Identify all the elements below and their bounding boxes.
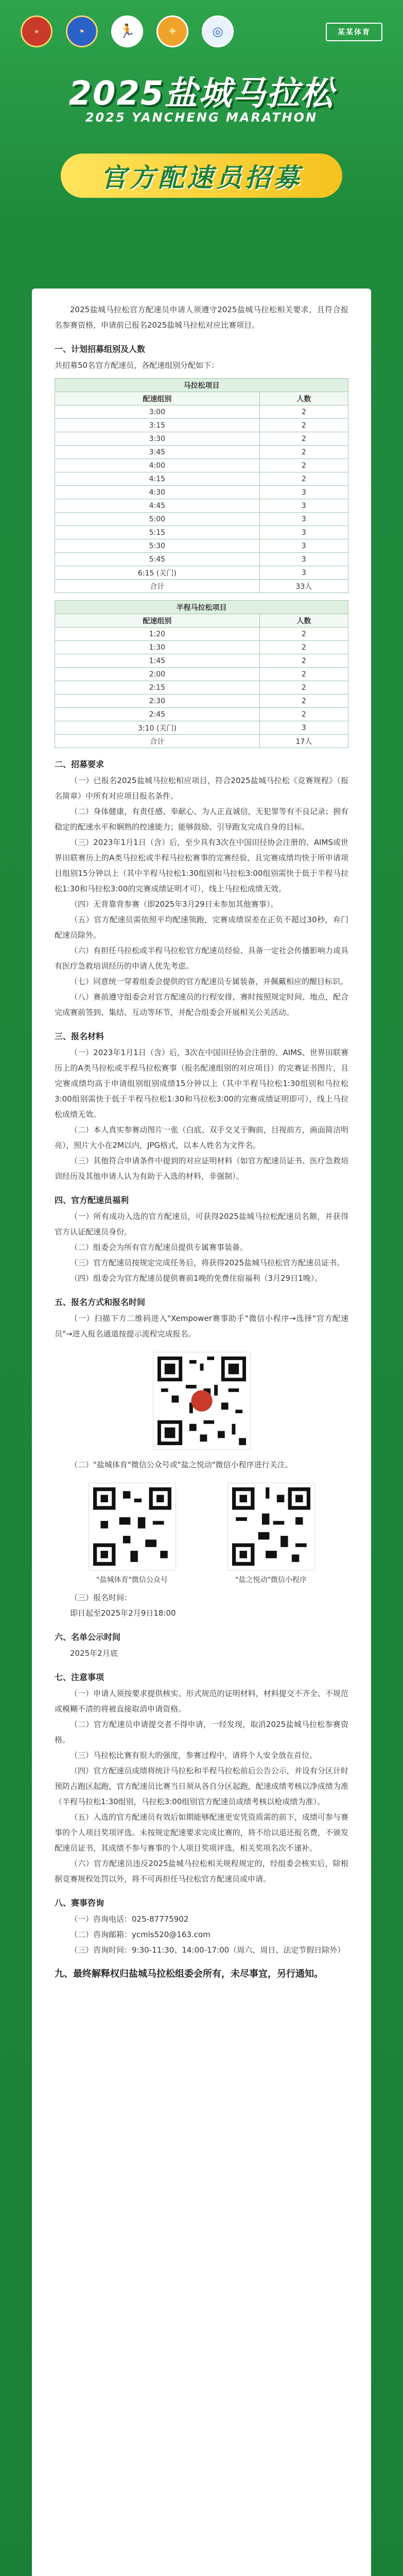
- marathon-pace-cell: 3:30: [55, 432, 260, 446]
- qr-wechat-account-caption: "盐城体育"微信公众号: [96, 1576, 168, 1584]
- notes-item: （一）申请人须按要求提供核实、形式规范的证明材料，材料提交不齐全、不规范或模糊不清的将被直接取消申请资格。: [55, 1689, 348, 1714]
- marathon-pace-cell: 6:15 (关门): [55, 566, 260, 580]
- plan-summary: 共招募50名官方配速员，各配速组别分配如下：: [55, 361, 219, 370]
- header: [0, 0, 403, 72]
- recruit-list: [55, 773, 348, 1020]
- qr-wechat-account[interactable]: [81, 1483, 184, 1586]
- marathon-count-cell: 2: [259, 405, 348, 419]
- recruit-heading: 二、招募要求: [55, 759, 104, 769]
- materials-item: （一）2023年1月1日（含）后，3次在中国田径协会注册的、AIMS、世界田联赛历上的A类马拉松或半程马拉松赛事（报名配速组别的对应项目）的完赛证书图片，且完赛成绩均高于申请组别组别成绩15分钟以上（其中半程马拉松1:30组别和马拉松3:00组别需快于低于半程马拉松1:30和马拉松3:00的完赛成绩证明即可），线上马拉松成绩无效。: [55, 1048, 348, 1119]
- recruit-banner: [61, 154, 342, 198]
- materials-item: （三）其他符合申请条件中提到的对应证明材料（如官方配速员证书、医疗急救培训经历及其他申请人认为有助于入选的材料，非强制）。: [55, 1156, 348, 1181]
- marathon-total-label: 合计: [55, 580, 260, 593]
- apply-time-label: （三）报名时间：: [70, 1593, 132, 1602]
- marathon-count-cell: 2: [259, 446, 348, 459]
- half-table-caption: 半程马拉松项目: [55, 601, 348, 614]
- intro-text: 2025盐城马拉松官方配速员申请人须遵守2025盐城马拉松相关要求，且符合报名参赛资格，申请前已报名2025盐城马拉松对应比赛项目。: [55, 305, 348, 330]
- content-card: [32, 289, 371, 2576]
- benefits-heading: 四、官方配速员福利: [55, 1195, 129, 1205]
- marathon-row: [55, 486, 348, 499]
- association-emblem-icon: ⚑: [66, 15, 98, 47]
- marathon-table-caption: 马拉松项目: [55, 379, 348, 392]
- notes-heading: 七、注意事项: [55, 1672, 104, 1682]
- notes-item: （四）官方配速员成绩将统计马拉松和半程马拉松前后公告公示，并设有分区计时预防占跑区起跑，官方配速员比赛当日须从各自分区起跑，配速成绩考核以净成绩为准（半程马拉松1:30组别，马拉松3:00组别官方配速员成绩考核以枪成绩为准）。: [55, 1766, 348, 1806]
- marathon-count-cell: 2: [259, 419, 348, 432]
- half-row: [55, 654, 348, 668]
- apply-time-value: 即日起至2025年2月9日18:00: [70, 1608, 176, 1618]
- half-pace-cell: 2:15: [55, 681, 260, 694]
- organizer-emblem-icon: ★: [21, 15, 52, 47]
- marathon-row: [55, 405, 348, 419]
- half-col-pace: 配速组别: [55, 614, 260, 628]
- qr-mini-program[interactable]: [220, 1483, 323, 1586]
- benefits-item: （三）官方配速员按规定完成任务后，将获得2025盐城马拉松官方配速员证书。: [70, 1258, 345, 1267]
- half-pace-cell: 2:45: [55, 708, 260, 721]
- page-title: 2025盐城马拉松: [68, 75, 335, 113]
- half-row: [55, 721, 348, 735]
- banner-text: 官方配速员招募: [100, 163, 303, 193]
- marathon-row: [55, 566, 348, 580]
- qr-wechat-account-code: [89, 1483, 176, 1570]
- marathon-pace-cell: 3:15: [55, 419, 260, 432]
- qr-code-icon: [93, 1487, 171, 1566]
- half-count-cell: 2: [259, 641, 348, 654]
- marathon-count-cell: 3: [259, 566, 348, 580]
- marathon-count-cell: 3: [259, 499, 348, 513]
- benefits-item: （二）组委会为所有官方配速员提供专属赛事装备。: [70, 1243, 248, 1252]
- runner-logo-icon: 🏃: [111, 15, 143, 47]
- marathon-count-cell: 2: [259, 459, 348, 472]
- marathon-row: [55, 553, 348, 566]
- marathon-pace-cell: 4:15: [55, 472, 260, 486]
- marathon-count-cell: 3: [259, 539, 348, 553]
- half-row: [55, 628, 348, 641]
- registration-qr-code[interactable]: [153, 1352, 251, 1450]
- marathon-col-pace: 配速组别: [55, 392, 260, 405]
- qr-code-icon: [157, 1357, 246, 1445]
- marathon-row: [55, 513, 348, 526]
- recruit-item: （五）官方配速员需依照平均配速领跑，完赛成绩误差在正负不超过30秒，弃门配速员除外。: [55, 915, 348, 940]
- notes-item: （五）入选的官方配速员有效后如期能够配速更安凭资质需的前下，成绩可参与赛事的个人项目奖项评选。未按规定配速要求完成比赛的，将不给以退还报名费，不颁发配速员证书，其成绩不参与赛事的个人项目奖项评选，相关奖项名次不递补。: [55, 1812, 348, 1853]
- qr-code-icon: [232, 1487, 310, 1566]
- half-total: 17人: [259, 735, 348, 748]
- recruit-item: （四）无背靠背参赛（即2025年3月29日未参加其他赛事）。: [70, 900, 278, 909]
- recruit-item: （一）已报名2025盐城马拉松相应项目，符合2025盐城马拉松《竞赛规程》（报名简章）中所有对应项目报名条件。: [55, 776, 348, 801]
- announce-value: 2025年2月底: [70, 1649, 118, 1658]
- marathon-pace-cell: 5:45: [55, 553, 260, 566]
- marathon-count-cell: 2: [259, 472, 348, 486]
- marathon-pace-cell: 4:45: [55, 499, 260, 513]
- notes-item: （二）官方配速员申请提交者不得申请，一经发现，取消2025盐城马拉松参赛资格。: [55, 1720, 348, 1744]
- marathon-count-cell: 3: [259, 526, 348, 539]
- marathon-col-count: 人数: [259, 392, 348, 405]
- half-count-cell: 2: [259, 654, 348, 668]
- half-row: [55, 681, 348, 694]
- marathon-rows: [55, 405, 348, 580]
- half-count-cell: 2: [259, 708, 348, 721]
- marathon-table: [55, 378, 348, 593]
- marathon-row: [55, 472, 348, 486]
- half-count-cell: 2: [259, 668, 348, 681]
- contact-phone: （一）咨询电话：025-87775902: [70, 1914, 189, 1924]
- half-count-cell: 3: [259, 721, 348, 735]
- notes-item: （六）官方配速员违反2025盐城马拉松相关规程规定的，经组委会核实后，除根据竞赛规程处罚以外，将不可再担任马拉松官方配速员或申请。: [55, 1859, 348, 1884]
- apply-heading: 五、报名方式和报名时间: [55, 1297, 146, 1307]
- marathon-pace-cell: 4:00: [55, 459, 260, 472]
- marathon-pace-cell: 3:00: [55, 405, 260, 419]
- half-pace-cell: 2:00: [55, 668, 260, 681]
- marathon-pace-cell: 3:45: [55, 446, 260, 459]
- contact-heading: 八、赛事咨询: [55, 1898, 104, 1908]
- marathon-count-cell: 3: [259, 553, 348, 566]
- apply-follow: （二）"盐城体育"微信公众号或"盐之悦动"微信小程序进行关注。: [70, 1460, 293, 1469]
- half-pace-cell: 2:30: [55, 694, 260, 708]
- half-row: [55, 641, 348, 654]
- half-pace-cell: 3:10 (关门): [55, 721, 260, 735]
- half-count-cell: 2: [259, 694, 348, 708]
- notes-item: （三）马拉松比赛有很大的强度，参赛过程中，请将个人安全放在首位。: [70, 1751, 318, 1760]
- benefits-item: （四）组委会为官方配速员提供赛前1晚的免费住宿福利（3月29日1晚）。: [70, 1274, 323, 1283]
- half-marathon-table: [55, 600, 348, 748]
- half-count-cell: 2: [259, 628, 348, 641]
- marathon-count-cell: 3: [259, 513, 348, 526]
- half-row: [55, 694, 348, 708]
- marathon-row: [55, 526, 348, 539]
- recruit-item: （八）赛前遵守组委会对官方配速员的行程安排，赛时按照规定时间、地点，配合完成赛前签到、集结、互动等环节，并配合组委会开展相关公关活动。: [55, 992, 348, 1017]
- marathon-pace-cell: 5:00: [55, 513, 260, 526]
- marathon-count-cell: 3: [259, 486, 348, 499]
- benefits-item: （一）所有成功入选的官方配速员，可获得2025盐城马拉松配速员名额，并获得官方认证配速员身份。: [55, 1212, 348, 1236]
- half-rows: [55, 628, 348, 735]
- marathon-row: [55, 432, 348, 446]
- final-note: 九、最终解释权归盐城马拉松组委会所有，未尽事宜，另行通知。: [55, 1969, 323, 1979]
- marathon-row: [55, 499, 348, 513]
- half-col-count: 人数: [259, 614, 348, 628]
- half-pace-cell: 1:20: [55, 628, 260, 641]
- marathon-pace-cell: 5:30: [55, 539, 260, 553]
- qr-mini-program-caption: "盐之悦动"微信小程序: [235, 1576, 307, 1584]
- contact-hours: （三）咨询时间：9:30-11:30、14:00-17:00（周六、周日、法定节假日除外）: [70, 1945, 345, 1955]
- half-count-cell: 2: [259, 681, 348, 694]
- announce-heading: 六、名单公示时间: [55, 1632, 121, 1642]
- marathon-row: [55, 419, 348, 432]
- marathon-pace-cell: 4:30: [55, 486, 260, 499]
- recruit-item: （二）身体健康，有责任感、奉献心、为人正直诚信，无犯罪等有不良记录；拥有稳定的配速水平和娴熟的控速能力；能够鼓励、引导跑友完成自身的目标。: [55, 807, 348, 832]
- marathon-row: [55, 539, 348, 553]
- half-row: [55, 708, 348, 721]
- marathon-total: 33人: [259, 580, 348, 593]
- page-subtitle: 2025 YANCHENG MARATHON: [85, 110, 318, 125]
- marathon-row: [55, 459, 348, 472]
- materials-heading: 三、报名材料: [55, 1031, 104, 1041]
- marathon-count-cell: 2: [259, 432, 348, 446]
- half-pace-cell: 1:30: [55, 641, 260, 654]
- logo-row: [21, 15, 234, 47]
- follow-qr-row: [55, 1483, 348, 1586]
- half-pace-cell: 1:45: [55, 654, 260, 668]
- marathon-logo-icon: ◎: [202, 15, 234, 47]
- materials-item: （二）本人真实参赛动图片一张（白底、双手交叉于胸前，目视前方，画面简洁明亮），照片大小在2M以内，JPG格式，以本人姓名为文件名。: [55, 1125, 348, 1150]
- marathon-row: [55, 446, 348, 459]
- recruit-item: （六）有担任马拉松或半程马拉松官方配速员经验、具备一定社会传播影响力或具有医疗急救培训经历的申请人优先考虑。: [55, 946, 348, 971]
- qr-mini-program-code: [227, 1483, 315, 1570]
- half-row: [55, 668, 348, 681]
- half-total-label: 合计: [55, 735, 260, 748]
- recruit-item: （七）同意统一穿着组委会提供的官方配速员专属装备，并佩戴相应的醒目标识。: [70, 977, 348, 986]
- marathon-pace-cell: 5:15: [55, 526, 260, 539]
- contact-email[interactable]: （二）咨询邮箱：ycmls520@163.com: [70, 1930, 211, 1939]
- sponsor-logo: 某某体育: [326, 23, 382, 41]
- recruit-item: （三）2023年1月1日（含）后，至少具有3次在中国田径协会注册的、AIMS或世界田联赛历上的A类马拉松或半程马拉松赛事的完赛经验，且完赛成绩均快于所申请项目组别15分钟以上（其中半程马拉松1:30组别和马拉松3:00组别需快于低于半程马拉松1:30和马拉松3:00的完赛成绩证明才可），线上马拉松成绩无效。: [55, 838, 348, 893]
- city-logo-icon: ✦: [156, 15, 188, 47]
- plan-heading: 一、计划招募组别及人数: [55, 344, 146, 354]
- apply-method: （一）扫描下方二维码进入"Xempower赛事助手"微信小程序→选择"官方配速员"→进入报名通道按提示流程完成报名。: [55, 1314, 348, 1338]
